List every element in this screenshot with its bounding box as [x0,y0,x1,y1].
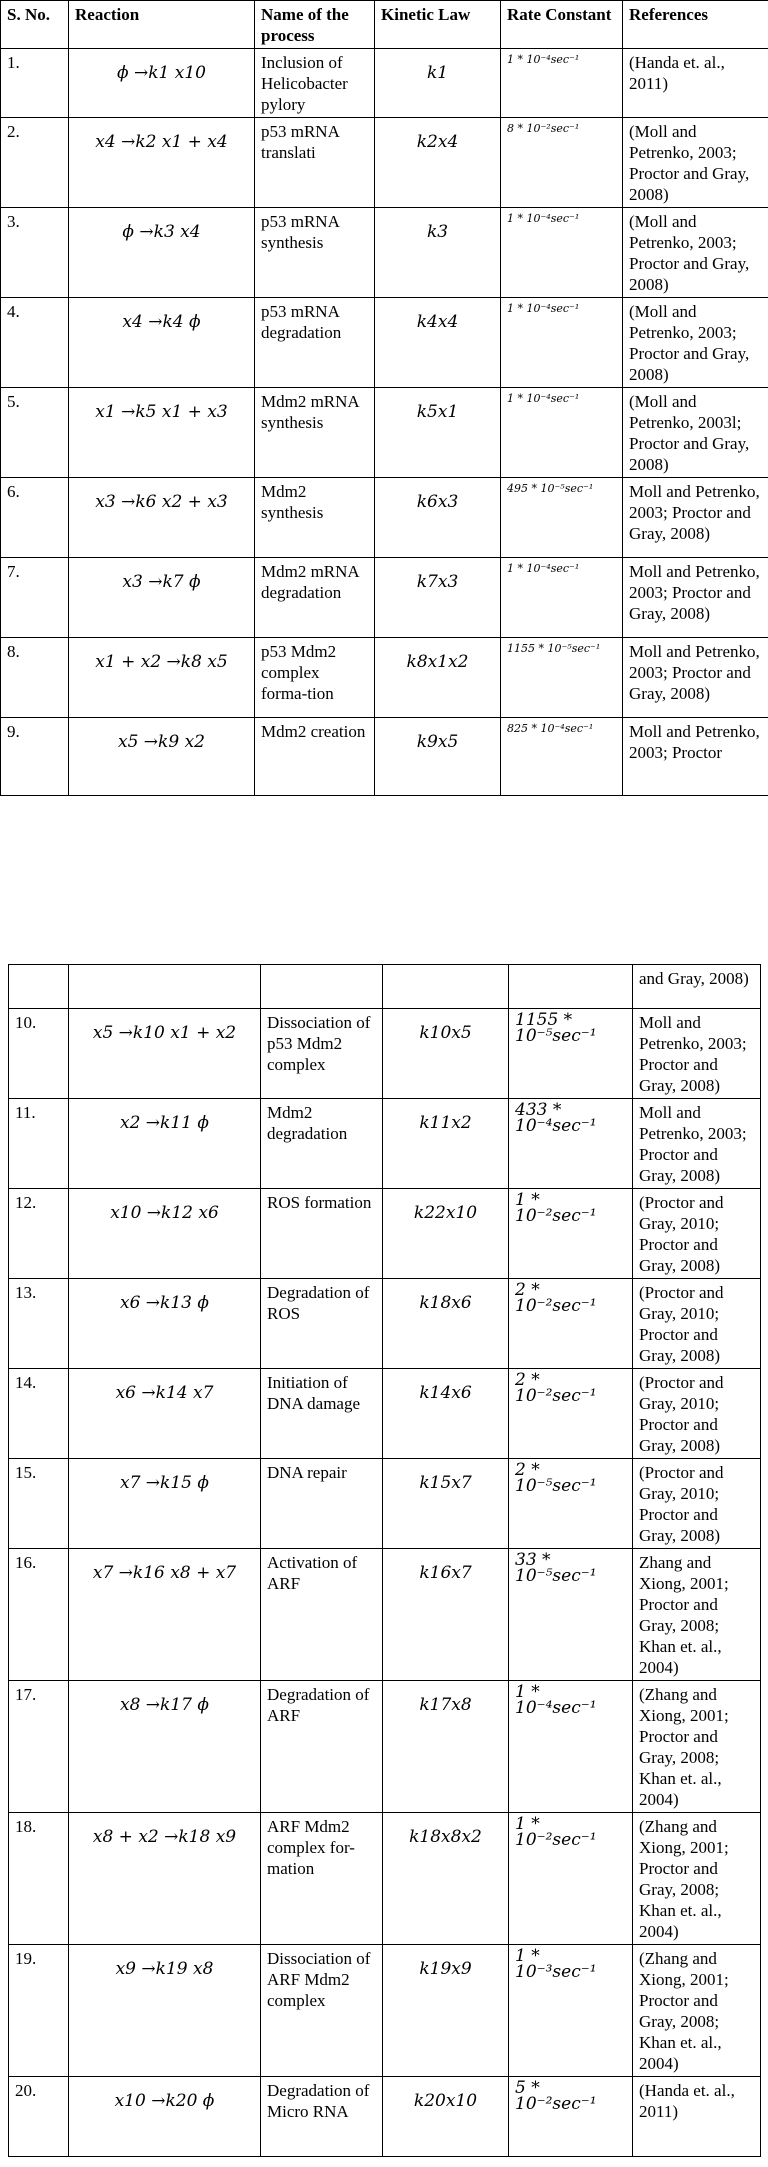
row-references: Moll and Petrenko, 2003; Proctor and Gray, 2008) [633,1009,761,1099]
row-rate-constant: 33 * 10⁻⁵sec⁻¹ [509,1549,633,1681]
header-row [1,1,768,49]
row-process-name: ROS formation [261,1189,383,1279]
row-kinetic-law: k10x5 [383,1009,509,1099]
row-references: (Zhang and Xiong, 2001; Proctor and Gray, 2008; Khan et. al., 2004) [633,1813,761,1945]
table-row [1,118,768,208]
row-process-name: Mdm2 mRNA degradation [255,558,375,638]
row-rate-constant: 2 * 10⁻²sec⁻¹ [509,1279,633,1369]
row-sno: 10. [9,1009,69,1099]
row-reaction: x10 →k20 ϕ [69,2077,261,2157]
row-kinetic-law: k8x1x2 [375,638,501,718]
row-references: Moll and Petrenko, 2003; Proctor [623,718,768,796]
row-kinetic-law: k20x10 [383,2077,509,2157]
row-rate-constant: 2 * 10⁻²sec⁻¹ [509,1369,633,1459]
row-reaction: ϕ →k3 x4 [69,208,255,298]
row-kinetic-law: k18x6 [383,1279,509,1369]
row-sno: 1. [1,49,69,118]
table-row [1,298,768,388]
row-references: (Moll and Petrenko, 2003; Proctor and Gray, 2008) [623,208,768,298]
row-sno: 11. [9,1099,69,1189]
row-references: Moll and Petrenko, 2003; Proctor and Gray, 2008) [623,638,768,718]
header-refs: References [623,1,768,49]
row-kinetic-law: k19x9 [383,1945,509,2077]
row-rate-constant: 1 * 10⁻⁴sec⁻¹ [501,558,623,638]
row-rate-constant: 1 * 10⁻⁴sec⁻¹ [501,298,623,388]
row-references: (Zhang and Xiong, 2001; Proctor and Gray, 2008; Khan et. al., 2004) [633,1945,761,2077]
row-process-name: p53 mRNA synthesis [255,208,375,298]
row-rate-constant: 495 * 10⁻⁵sec⁻¹ [501,478,623,558]
row-reaction: ϕ →k1 x10 [69,49,255,118]
row-references: Moll and Petrenko, 2003; Proctor and Gray, 2008) [623,558,768,638]
row-reaction: x4 →k2 x1 + x4 [69,118,255,208]
table-row [9,1369,761,1459]
table-row [9,1279,761,1369]
row-rate-constant: 433 * 10⁻⁴sec⁻¹ [509,1099,633,1189]
header-reaction: Reaction [69,1,255,49]
continuation-ref: and Gray, 2008) [633,965,761,1009]
row-reaction: x9 →k19 x8 [69,1945,261,2077]
row-references: (Zhang and Xiong, 2001; Proctor and Gray, 2008; Khan et. al., 2004) [633,1681,761,1813]
table-row [9,1459,761,1549]
row-references: (Handa et. al., 2011) [623,49,768,118]
row-kinetic-law: k7x3 [375,558,501,638]
row-sno: 12. [9,1189,69,1279]
row-rate-constant: 1 * 10⁻⁴sec⁻¹ [501,208,623,298]
row-reaction: x5 →k9 x2 [69,718,255,796]
row-process-name: Mdm2 synthesis [255,478,375,558]
row-sno: 14. [9,1369,69,1459]
row-kinetic-law: k17x8 [383,1681,509,1813]
row-reaction: x8 →k17 ϕ [69,1681,261,1813]
row-process-name: Degradation of ARF [261,1681,383,1813]
row-rate-constant: 2 * 10⁻⁵sec⁻¹ [509,1459,633,1549]
row-process-name: Activation of ARF [261,1549,383,1681]
header-kinetic: Kinetic Law [375,1,501,49]
row-process-name: Dissociation of p53 Mdm2 complex [261,1009,383,1099]
row-references: (Handa et. al., 2011) [633,2077,761,2157]
row-reaction: x2 →k11 ϕ [69,1099,261,1189]
reaction-table-part2 [8,964,761,2157]
row-process-name: Initiation of DNA damage [261,1369,383,1459]
row-kinetic-law: k2x4 [375,118,501,208]
table-row [1,638,768,718]
row-kinetic-law: k22x10 [383,1189,509,1279]
row-sno: 15. [9,1459,69,1549]
header-sno: S. No. [1,1,69,49]
row-rate-constant: 1155 * 10⁻⁵sec⁻¹ [501,638,623,718]
table-row [9,2077,761,2157]
table-row [1,208,768,298]
table-row [1,478,768,558]
table-row [9,1189,761,1279]
row-rate-constant: 1 * 10⁻⁴sec⁻¹ [501,49,623,118]
row-process-name: ARF Mdm2 complex for-mation [261,1813,383,1945]
row-reaction: x8 + x2 →k18 x9 [69,1813,261,1945]
table-row [9,1009,761,1099]
row-rate-constant: 1 * 10⁻²sec⁻¹ [509,1813,633,1945]
table-row [9,1681,761,1813]
row-kinetic-law: k16x7 [383,1549,509,1681]
header-rate: Rate Constant [501,1,623,49]
row-process-name: Mdm2 creation [255,718,375,796]
row-process-name: Dissociation of ARF Mdm2 complex [261,1945,383,2077]
row-sno: 18. [9,1813,69,1945]
table-row [1,49,768,118]
row-process-name: p53 mRNA translati [255,118,375,208]
row-references: (Proctor and Gray, 2010; Proctor and Gray, 2008) [633,1189,761,1279]
row-sno: 16. [9,1549,69,1681]
row-references: Moll and Petrenko, 2003; Proctor and Gray, 2008) [633,1099,761,1189]
row-sno: 2. [1,118,69,208]
row-references: (Moll and Petrenko, 2003; Proctor and Gray, 2008) [623,298,768,388]
row-references: Moll and Petrenko, 2003; Proctor and Gray, 2008) [623,478,768,558]
table-row [9,1945,761,2077]
row-reaction: x7 →k15 ϕ [69,1459,261,1549]
row-reaction: x3 →k7 ϕ [69,558,255,638]
row-kinetic-law: k9x5 [375,718,501,796]
row-process-name: Mdm2 degradation [261,1099,383,1189]
row-sno: 19. [9,1945,69,2077]
row-rate-constant: 1 * 10⁻³sec⁻¹ [509,1945,633,2077]
table-row [1,388,768,478]
row-rate-constant: 1 * 10⁻⁴sec⁻¹ [509,1681,633,1813]
row-references: Zhang and Xiong, 2001; Proctor and Gray, 2008; Khan et. al., 2004) [633,1549,761,1681]
row-rate-constant: 1 * 10⁻⁴sec⁻¹ [501,388,623,478]
row-sno: 3. [1,208,69,298]
row-rate-constant: 1155 * 10⁻⁵sec⁻¹ [509,1009,633,1099]
row-rate-constant: 825 * 10⁻⁴sec⁻¹ [501,718,623,796]
row-reaction: x4 →k4 ϕ [69,298,255,388]
row-reaction: x1 →k5 x1 + x3 [69,388,255,478]
row-sno: 4. [1,298,69,388]
row-reaction: x10 →k12 x6 [69,1189,261,1279]
row-process-name: DNA repair [261,1459,383,1549]
row-references: (Proctor and Gray, 2010; Proctor and Gray, 2008) [633,1279,761,1369]
table-row [1,718,768,796]
continuation-row [9,965,761,1009]
row-rate-constant: 1 * 10⁻²sec⁻¹ [509,1189,633,1279]
row-kinetic-law: k15x7 [383,1459,509,1549]
table-row [9,1549,761,1681]
row-sno: 20. [9,2077,69,2157]
row-kinetic-law: k14x6 [383,1369,509,1459]
row-references: (Moll and Petrenko, 2003; Proctor and Gray, 2008) [623,118,768,208]
row-sno: 9. [1,718,69,796]
row-reaction: x6 →k13 ϕ [69,1279,261,1369]
row-references: (Moll and Petrenko, 2003l; Proctor and Gray, 2008) [623,388,768,478]
row-process-name: p53 mRNA degradation [255,298,375,388]
row-sno: 8. [1,638,69,718]
row-reaction: x7 →k16 x8 + x7 [69,1549,261,1681]
row-kinetic-law: k5x1 [375,388,501,478]
row-process-name: Degradation of Micro RNA [261,2077,383,2157]
row-reaction: x1 + x2 →k8 x5 [69,638,255,718]
row-kinetic-law: k6x3 [375,478,501,558]
table-row [9,1813,761,1945]
reaction-table-part1 [0,0,768,796]
row-kinetic-law: k1 [375,49,501,118]
row-sno: 17. [9,1681,69,1813]
row-references: (Proctor and Gray, 2010; Proctor and Gray, 2008) [633,1369,761,1459]
row-process-name: Degradation of ROS [261,1279,383,1369]
table-row [1,558,768,638]
row-reaction: x5 →k10 x1 + x2 [69,1009,261,1099]
row-rate-constant: 8 * 10⁻²sec⁻¹ [501,118,623,208]
row-kinetic-law: k3 [375,208,501,298]
row-sno: 5. [1,388,69,478]
row-sno: 6. [1,478,69,558]
row-process-name: Inclusion of Helicobacter pylory [255,49,375,118]
row-kinetic-law: k18x8x2 [383,1813,509,1945]
row-kinetic-law: k11x2 [383,1099,509,1189]
row-kinetic-law: k4x4 [375,298,501,388]
header-name: Name of the process [255,1,375,49]
row-reaction: x3 →k6 x2 + x3 [69,478,255,558]
row-process-name: Mdm2 mRNA synthesis [255,388,375,478]
row-sno: 13. [9,1279,69,1369]
row-process-name: p53 Mdm2 complex forma-tion [255,638,375,718]
row-references: (Proctor and Gray, 2010; Proctor and Gray, 2008) [633,1459,761,1549]
row-sno: 7. [1,558,69,638]
table-row [9,1099,761,1189]
row-reaction: x6 →k14 x7 [69,1369,261,1459]
row-rate-constant: 5 * 10⁻²sec⁻¹ [509,2077,633,2157]
